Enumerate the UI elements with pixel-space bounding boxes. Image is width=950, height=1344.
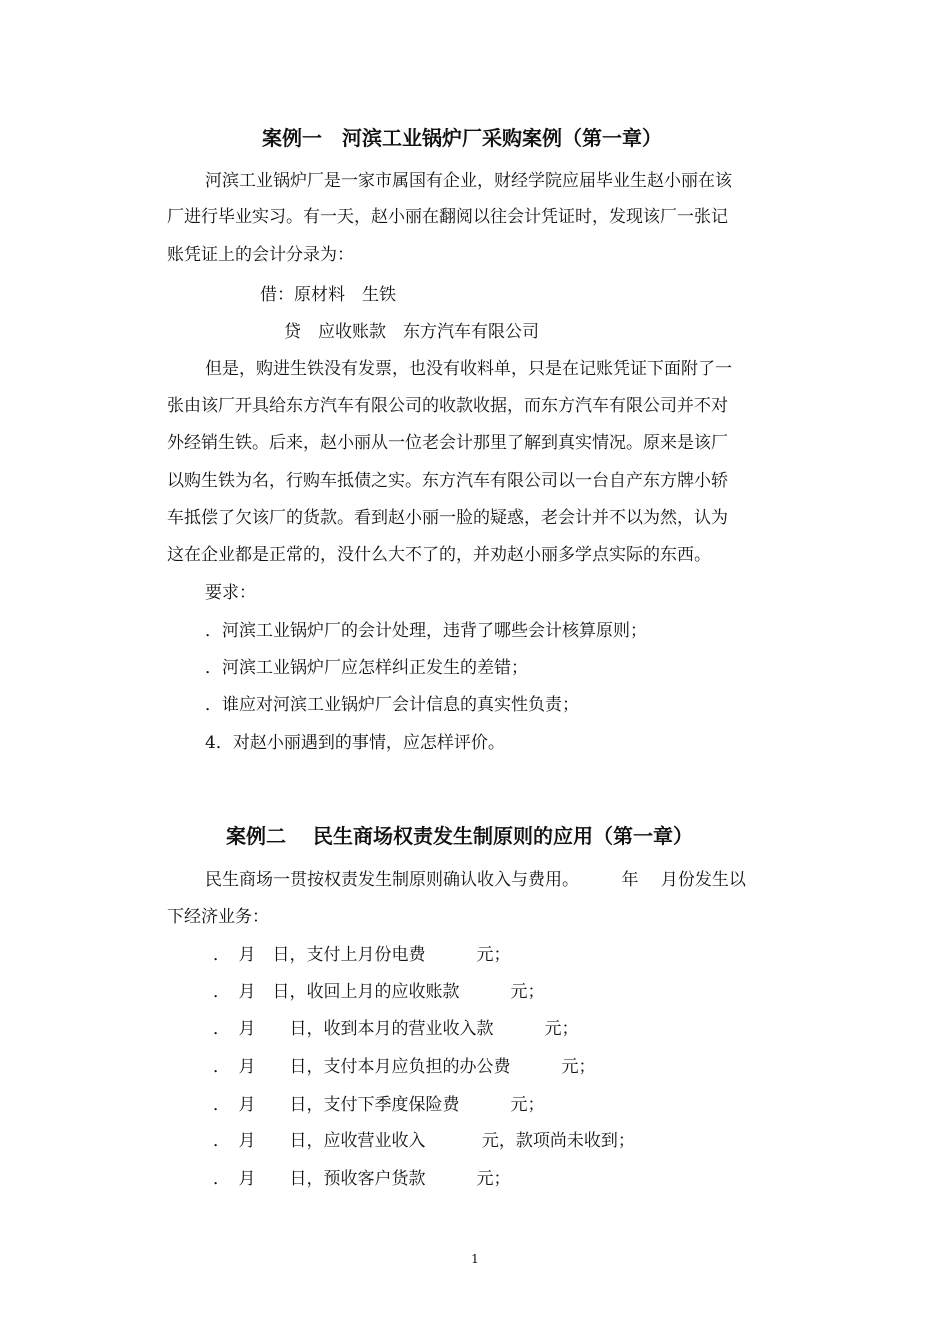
transaction-item: ． 月 日，收到本月的营业收入款 元；	[213, 1019, 579, 1039]
journal-entry-credit: 贷 应收账款 东方汽车有限公司	[284, 322, 539, 342]
page-number: 1	[471, 1252, 479, 1266]
transaction-item: ． 月 日，支付本月应负担的办公费 元；	[213, 1057, 596, 1077]
requirement-item: ．谁应对河滨工业锅炉厂会计信息的真实性负责；	[205, 695, 579, 715]
case1-paragraph-line: 车抵偿了欠该厂的货款。看到赵小丽一脸的疑惑，老会计并不以为然，认为	[167, 508, 728, 528]
requirement-item: ．河滨工业锅炉厂应怎样纠正发生的差错；	[205, 658, 528, 678]
case2-paragraph-line: 民生商场一贯按权责发生制原则确认收入与费用。 年 月份发生以	[205, 870, 746, 890]
case1-paragraph-line: 这在企业都是正常的，没什么大不了的，并劝赵小丽多学点实际的东西。	[167, 545, 711, 565]
transaction-item: ． 月 日，预收客户货款 元；	[213, 1169, 511, 1189]
case1-paragraph-line: 河滨工业锅炉厂是一家市属国有企业，财经学院应届毕业生赵小丽在该	[205, 171, 732, 191]
case1-paragraph-line: 张由该厂开具给东方汽车有限公司的收款收据，而东方汽车有限公司并不对	[167, 396, 728, 416]
case1-paragraph-line: 以购生铁为名，行购车抵债之实。东方汽车有限公司以一台自产东方牌小轿	[167, 471, 728, 491]
requirements-label: 要求：	[205, 583, 256, 603]
requirement-item: ．河滨工业锅炉厂的会计处理，违背了哪些会计核算原则；	[205, 621, 647, 641]
case1-paragraph-line: 外经销生铁。后来，赵小丽从一位老会计那里了解到真实情况。原来是该厂	[167, 433, 728, 453]
transaction-item: ． 月 日，支付下季度保险费 元；	[213, 1095, 545, 1115]
transaction-item: ． 月 日，收回上月的应收账款 元；	[213, 982, 545, 1002]
transaction-item: ． 月 日，支付上月份电费 元；	[213, 945, 511, 965]
case1-paragraph-line: 但是，购进生铁没有发票，也没有收料单，只是在记账凭证下面附了一	[205, 359, 732, 379]
case1-paragraph-line: 账凭证上的会计分录为：	[167, 245, 354, 265]
case1-title: 案例一 河滨工业锅炉厂采购案例（第一章）	[262, 126, 662, 150]
transaction-item: ． 月 日，应收营业收入 元，款项尚未收到；	[213, 1131, 635, 1151]
requirement-item: 4．对赵小丽遇到的事情，应怎样评价。	[205, 733, 505, 753]
case2-paragraph-line: 下经济业务：	[167, 907, 269, 927]
journal-entry-debit: 借：原材料 生铁	[260, 285, 396, 305]
case2-title: 案例二 民生商场权责发生制原则的应用（第一章）	[226, 824, 693, 848]
case1-paragraph-line: 厂进行毕业实习。有一天，赵小丽在翻阅以往会计凭证时，发现该厂一张记	[167, 207, 728, 227]
